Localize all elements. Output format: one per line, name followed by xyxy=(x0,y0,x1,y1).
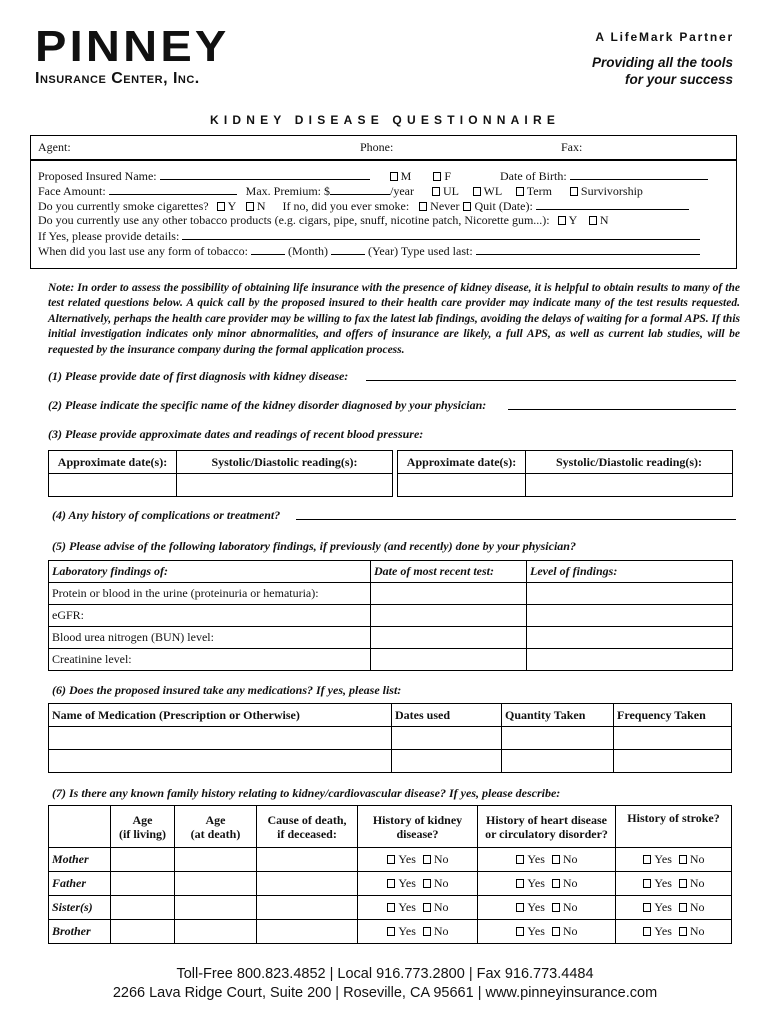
face-amount-label: Face Amount: xyxy=(38,184,106,198)
heart-line-2: or circulatory disorder? xyxy=(485,826,608,841)
kidney-yes-checkbox[interactable] xyxy=(387,879,395,888)
lab-date-cell[interactable] xyxy=(371,605,527,627)
lab-row-label: eGFR: xyxy=(49,605,371,627)
partner-label: A LifeMark Partner xyxy=(595,30,734,44)
stroke-yes-checkbox[interactable] xyxy=(643,855,651,864)
tobacco-no-label: N xyxy=(599,213,609,227)
question-1: (1) Please provide date of first diagnosis with kidney disease: xyxy=(48,369,349,383)
yes-label: Yes xyxy=(398,876,416,890)
med-header-dates: Dates used xyxy=(392,704,502,727)
stroke-no-checkbox[interactable] xyxy=(679,855,687,864)
survivorship-label: Survivorship xyxy=(580,184,643,198)
lab-date-cell[interactable] xyxy=(371,583,527,605)
bp-table-right xyxy=(397,450,733,497)
wl-checkbox[interactable] xyxy=(473,187,481,196)
term-label: Term xyxy=(526,184,552,198)
age-death-cell[interactable] xyxy=(175,896,257,920)
lab-date-cell[interactable] xyxy=(371,649,527,671)
tagline xyxy=(533,54,733,88)
question-2: (2) Please indicate the specific name of the kidney disorder diagnosed by your physician: xyxy=(48,398,487,412)
female-checkbox[interactable] xyxy=(433,172,441,181)
kidney-line-1: History of kidney xyxy=(372,812,463,827)
bp-reading-header-2: Systolic/Diastolic reading(s): xyxy=(526,451,733,474)
lab-row-label: Creatinine level: xyxy=(49,649,371,671)
kidney-no-checkbox[interactable] xyxy=(423,927,431,936)
family-header-stroke: History of stroke? xyxy=(616,806,732,848)
heart-no-checkbox[interactable] xyxy=(552,903,560,912)
lab-date-cell[interactable] xyxy=(371,627,527,649)
heart-line-1: History of heart disease xyxy=(486,812,607,827)
heart-no-checkbox[interactable] xyxy=(552,927,560,936)
face-amount-input[interactable] xyxy=(109,183,237,195)
lab-header-findings: Laboratory findings of: xyxy=(49,561,371,583)
family-member-label: Father xyxy=(49,872,111,896)
no-label: No xyxy=(562,852,578,866)
med-dates-cell[interactable] xyxy=(392,750,502,773)
stroke-no-checkbox[interactable] xyxy=(679,879,687,888)
stroke-answer-cell xyxy=(616,896,732,920)
yes-label: Yes xyxy=(654,876,672,890)
cause-cell[interactable] xyxy=(257,872,358,896)
tobacco-no-checkbox[interactable] xyxy=(589,216,597,225)
question-4-input[interactable] xyxy=(296,519,736,520)
family-history-table xyxy=(48,805,732,944)
yes-label: Yes xyxy=(654,900,672,914)
cause-line-1: Cause of death, xyxy=(267,812,347,827)
family-header-cause xyxy=(257,806,358,848)
type-used-input[interactable] xyxy=(476,243,700,255)
lab-level-cell[interactable] xyxy=(527,583,733,605)
male-label: M xyxy=(400,169,412,183)
age-living-cell[interactable] xyxy=(111,872,175,896)
last-use-month-input[interactable] xyxy=(251,243,285,255)
age-living-cell[interactable] xyxy=(111,896,175,920)
age-living-cell[interactable] xyxy=(111,920,175,944)
insured-info-box xyxy=(30,160,737,269)
no-label: No xyxy=(562,900,578,914)
ever-smoke-label: If no, did you ever smoke: xyxy=(282,199,410,213)
smoke-no-label: N xyxy=(256,199,266,213)
kidney-yes-checkbox[interactable] xyxy=(387,855,395,864)
age-death-line-2: (at death) xyxy=(190,826,241,841)
med-header-quantity: Quantity Taken xyxy=(502,704,614,727)
details-label: If Yes, please provide details: xyxy=(38,229,180,243)
yes-label: Yes xyxy=(527,852,545,866)
family-header-heart xyxy=(478,806,616,848)
kidney-answer-cell xyxy=(358,896,478,920)
heart-yes-checkbox[interactable] xyxy=(516,927,524,936)
age-living-line-1: Age xyxy=(132,812,153,827)
heart-yes-checkbox[interactable] xyxy=(516,879,524,888)
family-member-label: Brother xyxy=(49,920,111,944)
stroke-yes-checkbox[interactable] xyxy=(643,879,651,888)
question-2-input[interactable] xyxy=(508,409,736,410)
lab-level-cell[interactable] xyxy=(527,627,733,649)
question-1-input[interactable] xyxy=(366,380,736,381)
quit-date-input[interactable] xyxy=(536,198,689,210)
med-frequency-cell[interactable] xyxy=(614,727,732,750)
heart-no-checkbox[interactable] xyxy=(552,879,560,888)
female-label: F xyxy=(444,169,451,183)
details-input[interactable] xyxy=(182,228,700,240)
no-label: No xyxy=(562,924,578,938)
yes-label: Yes xyxy=(527,876,545,890)
lab-level-cell[interactable] xyxy=(527,649,733,671)
question-5: (5) Please advise of the following laboratory findings, if previously (and recently) done by your physician? xyxy=(52,539,576,553)
yes-label: Yes xyxy=(398,924,416,938)
family-header-kidney xyxy=(358,806,478,848)
no-label: No xyxy=(433,924,449,938)
year-label: (Year) xyxy=(367,244,399,258)
question-4: (4) Any history of complications or treatment? xyxy=(52,508,281,522)
family-header-age-living xyxy=(111,806,175,848)
lab-row-label: Blood urea nitrogen (BUN) level: xyxy=(49,627,371,649)
survivorship-checkbox[interactable] xyxy=(570,187,578,196)
kidney-line-2: disease? xyxy=(396,826,439,841)
company-logo xyxy=(35,22,230,88)
bp-table-left xyxy=(48,450,393,497)
stroke-no-checkbox[interactable] xyxy=(679,903,687,912)
tagline-line-2: for your success xyxy=(624,72,733,87)
stroke-yes-checkbox[interactable] xyxy=(643,903,651,912)
medication-table xyxy=(48,703,732,773)
heart-answer-cell xyxy=(478,896,616,920)
question-7: (7) Is there any known family history relating to kidney/cardiovascular disease? If yes, please describe: xyxy=(52,786,561,800)
med-frequency-cell[interactable] xyxy=(614,750,732,773)
kidney-answer-cell xyxy=(358,848,478,872)
kidney-yes-checkbox[interactable] xyxy=(387,903,395,912)
smoke-question: Do you currently smoke cigarettes? xyxy=(38,199,209,213)
last-use-label: When did you last use any form of tobacco: xyxy=(38,244,248,258)
smoke-yes-checkbox[interactable] xyxy=(217,202,225,211)
wl-label: WL xyxy=(483,184,502,198)
yes-label: Yes xyxy=(398,900,416,914)
yes-label: Yes xyxy=(654,852,672,866)
age-death-cell[interactable] xyxy=(175,872,257,896)
proposed-name-input[interactable] xyxy=(160,168,370,180)
family-member-label: Mother xyxy=(49,848,111,872)
med-name-cell[interactable] xyxy=(49,750,392,773)
type-used-label: Type used last: xyxy=(400,244,473,258)
bp-date-cell[interactable] xyxy=(49,474,177,497)
family-header-blank xyxy=(49,806,111,848)
bp-reading-header-1: Systolic/Diastolic reading(s): xyxy=(177,451,393,474)
cause-cell[interactable] xyxy=(257,848,358,872)
no-label: No xyxy=(689,852,705,866)
max-premium-label: Max. Premium: $ xyxy=(245,184,330,198)
kidney-yes-checkbox[interactable] xyxy=(387,927,395,936)
ul-checkbox[interactable] xyxy=(432,187,440,196)
bp-date-cell[interactable] xyxy=(398,474,526,497)
lab-table xyxy=(48,560,733,671)
med-quantity-cell[interactable] xyxy=(502,727,614,750)
yes-label: Yes xyxy=(527,924,545,938)
med-name-cell[interactable] xyxy=(49,727,392,750)
bp-date-header-1: Approximate date(s): xyxy=(49,451,177,474)
fax-field[interactable]: Fax: xyxy=(561,140,583,154)
lab-level-cell[interactable] xyxy=(527,605,733,627)
agent-field[interactable]: Agent: xyxy=(38,140,71,154)
tobacco-yes-label: Y xyxy=(568,213,577,227)
cause-line-2: if deceased: xyxy=(277,826,337,841)
footer-address: 2266 Lava Ridge Court, Suite 200 | Roseville, CA 95661 | www.pinneyinsurance.com xyxy=(112,985,658,1001)
kidney-no-checkbox[interactable] xyxy=(423,903,431,912)
logo-sub-text: Insurance Center, Inc. xyxy=(35,70,200,87)
stroke-answer-cell xyxy=(616,848,732,872)
med-header-frequency: Frequency Taken xyxy=(614,704,732,727)
kidney-answer-cell xyxy=(358,872,478,896)
kidney-no-checkbox[interactable] xyxy=(423,879,431,888)
proposed-name-label: Proposed Insured Name: xyxy=(38,169,157,183)
smoke-yes-label: Y xyxy=(227,199,236,213)
kidney-no-checkbox[interactable] xyxy=(423,855,431,864)
tagline-line-1: Providing all the tools xyxy=(591,55,733,70)
smoke-no-checkbox[interactable] xyxy=(246,202,254,211)
no-label: No xyxy=(433,900,449,914)
heart-no-checkbox[interactable] xyxy=(552,855,560,864)
max-premium-input[interactable] xyxy=(330,183,390,195)
footer-contact: Toll-Free 800.823.4852 | Local 916.773.2800 | Fax 916.773.4484 xyxy=(176,966,594,982)
phone-field[interactable]: Phone: xyxy=(360,140,394,154)
lab-row-label: Protein or blood in the urine (proteinuria or hematuria): xyxy=(49,583,371,605)
heart-answer-cell xyxy=(478,848,616,872)
age-living-line-2: (if living) xyxy=(119,826,166,841)
stroke-yes-checkbox[interactable] xyxy=(643,927,651,936)
question-3: (3) Please provide approximate dates and readings of recent blood pressure: xyxy=(48,427,424,441)
last-use-year-input[interactable] xyxy=(331,243,365,255)
heart-yes-checkbox[interactable] xyxy=(516,903,524,912)
age-death-cell[interactable] xyxy=(175,848,257,872)
family-header-age-death xyxy=(175,806,257,848)
yes-label: Yes xyxy=(398,852,416,866)
month-label: (Month) xyxy=(287,244,328,258)
no-label: No xyxy=(433,876,449,890)
quit-checkbox[interactable] xyxy=(463,202,471,211)
no-label: No xyxy=(562,876,578,890)
male-checkbox[interactable] xyxy=(390,172,398,181)
bp-reading-cell[interactable] xyxy=(177,474,393,497)
no-label: No xyxy=(689,924,705,938)
cause-cell[interactable] xyxy=(257,920,358,944)
tobacco-question: Do you currently use any other tobacco products (e.g. cigars, pipe, snuff, nicotine patch, Nicorette gum...): xyxy=(38,213,550,227)
form-title: KIDNEY DISEASE QUESTIONNAIRE xyxy=(209,113,561,127)
bp-date-header-2: Approximate date(s): xyxy=(398,451,526,474)
age-living-cell[interactable] xyxy=(111,848,175,872)
bp-reading-cell[interactable] xyxy=(526,474,733,497)
tobacco-yes-checkbox[interactable] xyxy=(558,216,566,225)
logo-main-text: PINNEY xyxy=(35,22,230,71)
agent-info-box xyxy=(30,135,737,160)
cause-cell[interactable] xyxy=(257,896,358,920)
med-quantity-cell[interactable] xyxy=(502,750,614,773)
question-6: (6) Does the proposed insured take any medications? If yes, please list: xyxy=(52,683,402,697)
never-checkbox[interactable] xyxy=(419,202,427,211)
yes-label: Yes xyxy=(527,900,545,914)
age-death-line-1: Age xyxy=(205,812,226,827)
yes-label: Yes xyxy=(654,924,672,938)
note-paragraph: Note: In order to assess the possibility of obtaining life insurance with the presence of kidney disease, it is helpful to obtain results to many of the test related questions below. A quick call by the proposed insured to their health care provider may indicate many of the test results requested. Alternatively, perhaps the health care provider may be willing to fax the latest lab findings, avoiding the delays of waiting for a formal APS. If this initial investigation indicates only minor abnormalities, and offers of insurance are likely, a full APS, as well as current lab studies, will be requested by the insurance company during the formal application process. xyxy=(48,282,740,356)
heart-answer-cell xyxy=(478,920,616,944)
stroke-answer-cell xyxy=(616,872,732,896)
term-checkbox[interactable] xyxy=(516,187,524,196)
lab-header-date: Date of most recent test: xyxy=(371,561,527,583)
heart-answer-cell xyxy=(478,872,616,896)
no-label: No xyxy=(689,900,705,914)
kidney-answer-cell xyxy=(358,920,478,944)
med-header-name: Name of Medication (Prescription or Otherwise) xyxy=(49,704,392,727)
stroke-answer-cell xyxy=(616,920,732,944)
stroke-no-checkbox[interactable] xyxy=(679,927,687,936)
lab-header-level: Level of findings: xyxy=(527,561,733,583)
dob-label: Date of Birth: xyxy=(500,169,567,183)
med-dates-cell[interactable] xyxy=(392,727,502,750)
quit-label: Quit (Date): xyxy=(474,199,533,213)
ul-label: UL xyxy=(442,184,459,198)
dob-input[interactable] xyxy=(570,168,708,180)
heart-yes-checkbox[interactable] xyxy=(516,855,524,864)
no-label: No xyxy=(433,852,449,866)
never-label: Never xyxy=(430,199,460,213)
age-death-cell[interactable] xyxy=(175,920,257,944)
family-member-label: Sister(s) xyxy=(49,896,111,920)
no-label: No xyxy=(689,876,705,890)
per-year-label: /year xyxy=(390,184,414,198)
